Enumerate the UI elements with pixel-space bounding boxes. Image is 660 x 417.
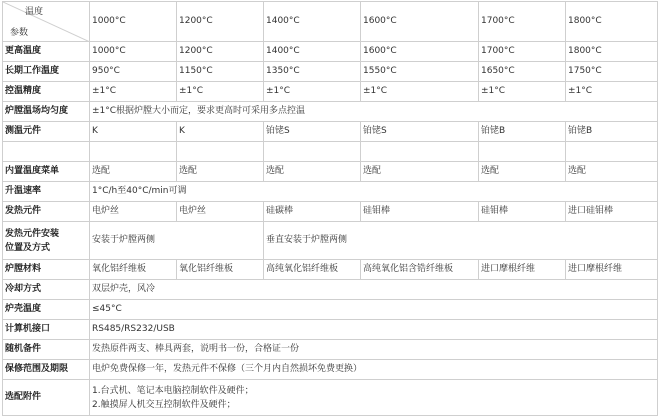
row-label: 随机备件 — [3, 340, 90, 360]
cell: ±1°C — [361, 82, 479, 102]
spec-table — [2, 1, 658, 416]
cell: 1650°C — [479, 62, 566, 82]
row-label: 更高温度 — [3, 42, 90, 62]
table-row — [3, 260, 658, 280]
table-row — [3, 300, 658, 320]
row-label: 炉膛温场均匀度 — [3, 102, 90, 122]
table-row — [3, 320, 658, 340]
empty-cell — [566, 142, 658, 162]
cell: 950°C — [90, 62, 177, 82]
cell: 铂铑B — [479, 122, 566, 142]
cell: 进口摩根纤维 — [479, 260, 566, 280]
cell: 1750°C — [566, 62, 658, 82]
row-label: 计算机接口 — [3, 320, 90, 340]
cell: RS485/RS232/USB — [90, 320, 658, 340]
cell: 选配 — [566, 162, 658, 182]
cell: 氧化铝纤维板 — [90, 260, 177, 280]
cell: 1°C/h至40°C/min可调 — [90, 182, 658, 202]
table-row — [3, 162, 658, 182]
temp-header: 1600°C — [361, 2, 479, 42]
row-label: 内置温度菜单 — [3, 162, 90, 182]
cell: 进口摩根纤维 — [566, 260, 658, 280]
table-row — [3, 122, 658, 142]
corner-cell — [3, 2, 90, 42]
cell: 安装于炉膛两侧 — [90, 222, 264, 260]
cell: 1400°C — [264, 42, 361, 62]
table-row — [3, 62, 658, 82]
row-label: 升温速率 — [3, 182, 90, 202]
empty-cell — [3, 142, 90, 162]
temp-header: 1400°C — [264, 2, 361, 42]
row-label: 发热元件 — [3, 202, 90, 222]
cell: ±1°C — [264, 82, 361, 102]
cell: 选配 — [177, 162, 264, 182]
corner-bottom-label: 参数 — [10, 28, 29, 38]
header-row — [3, 2, 658, 42]
cell: 1800°C — [566, 42, 658, 62]
cell: 1600°C — [361, 42, 479, 62]
temp-header: 1200°C — [177, 2, 264, 42]
table-row — [3, 82, 658, 102]
cell: 选配 — [361, 162, 479, 182]
cell: 选配 — [479, 162, 566, 182]
empty-cell — [479, 142, 566, 162]
empty-cell — [90, 142, 177, 162]
cell: K — [177, 122, 264, 142]
table-row — [3, 380, 658, 416]
cell: 垂直安装于炉膛两侧 — [264, 222, 658, 260]
cell: 进口硅钼棒 — [566, 202, 658, 222]
cell: 高纯氧化铝纤维板 — [264, 260, 361, 280]
cell: 氧化铝纤维板 — [177, 260, 264, 280]
cell: ±1°C — [566, 82, 658, 102]
table-row — [3, 280, 658, 300]
cell: ±1°C根据炉膛大小而定，要求更高时可采用多点控温 — [90, 102, 658, 122]
cell: 1150°C — [177, 62, 264, 82]
corner-top-label: 温度 — [25, 7, 44, 17]
temp-header: 1700°C — [479, 2, 566, 42]
cell: 1700°C — [479, 42, 566, 62]
cell: ±1°C — [177, 82, 264, 102]
cell: 双层炉壳，风冷 — [90, 280, 658, 300]
cell: 硅钼棒 — [361, 202, 479, 222]
row-label: 冷却方式 — [3, 280, 90, 300]
empty-row — [3, 142, 658, 162]
row-label-line: 位置及方式 — [5, 242, 51, 253]
cell: 1550°C — [361, 62, 479, 82]
cell: 发热原件两支、棒具两套，说明书一份，合格证一份 — [90, 340, 658, 360]
option-line: 2.触摸屏人机交互控制软件及硬件； — [92, 399, 236, 410]
row-label: 控温精度 — [3, 82, 90, 102]
cell: 电炉免费保修一年，发热元件不保修（三个月内自然损坏免费更换） — [90, 360, 658, 380]
cell: 高纯氧化铝含锆纤维板 — [361, 260, 479, 280]
table-row — [3, 360, 658, 380]
table-row — [3, 182, 658, 202]
table-row — [3, 42, 658, 62]
cell: 铂铑S — [361, 122, 479, 142]
cell: 电炉丝 — [177, 202, 264, 222]
row-label: 炉膛材料 — [3, 260, 90, 280]
row-label: 保修范围及期限 — [3, 360, 90, 380]
cell: ±1°C — [479, 82, 566, 102]
table-row — [3, 222, 658, 260]
temp-header: 1800°C — [566, 2, 658, 42]
cell: 1200°C — [177, 42, 264, 62]
cell: ±1°C — [90, 82, 177, 102]
row-label: 测温元件 — [3, 122, 90, 142]
cell: K — [90, 122, 177, 142]
row-label-line: 发热元件安装 — [5, 228, 60, 239]
empty-cell — [264, 142, 361, 162]
empty-cell — [361, 142, 479, 162]
cell: 铂铑S — [264, 122, 361, 142]
row-label: 选配附件 — [3, 380, 90, 416]
empty-cell — [177, 142, 264, 162]
cell: 电炉丝 — [90, 202, 177, 222]
cell: ≤45°C — [90, 300, 658, 320]
row-label: 炉壳温度 — [3, 300, 90, 320]
table-row — [3, 102, 658, 122]
cell: 硅碳棒 — [264, 202, 361, 222]
option-line: 1.台式机、笔记本电脑控制软件及硬件； — [92, 385, 254, 396]
row-label: 长期工作温度 — [3, 62, 90, 82]
cell: 选配 — [90, 162, 177, 182]
temp-header: 1000°C — [90, 2, 177, 42]
cell — [90, 380, 658, 416]
table-row — [3, 202, 658, 222]
cell: 选配 — [264, 162, 361, 182]
cell: 1350°C — [264, 62, 361, 82]
row-label — [3, 222, 90, 260]
cell: 铂铑B — [566, 122, 658, 142]
cell: 硅钼棒 — [479, 202, 566, 222]
table-row — [3, 340, 658, 360]
cell: 1000°C — [90, 42, 177, 62]
